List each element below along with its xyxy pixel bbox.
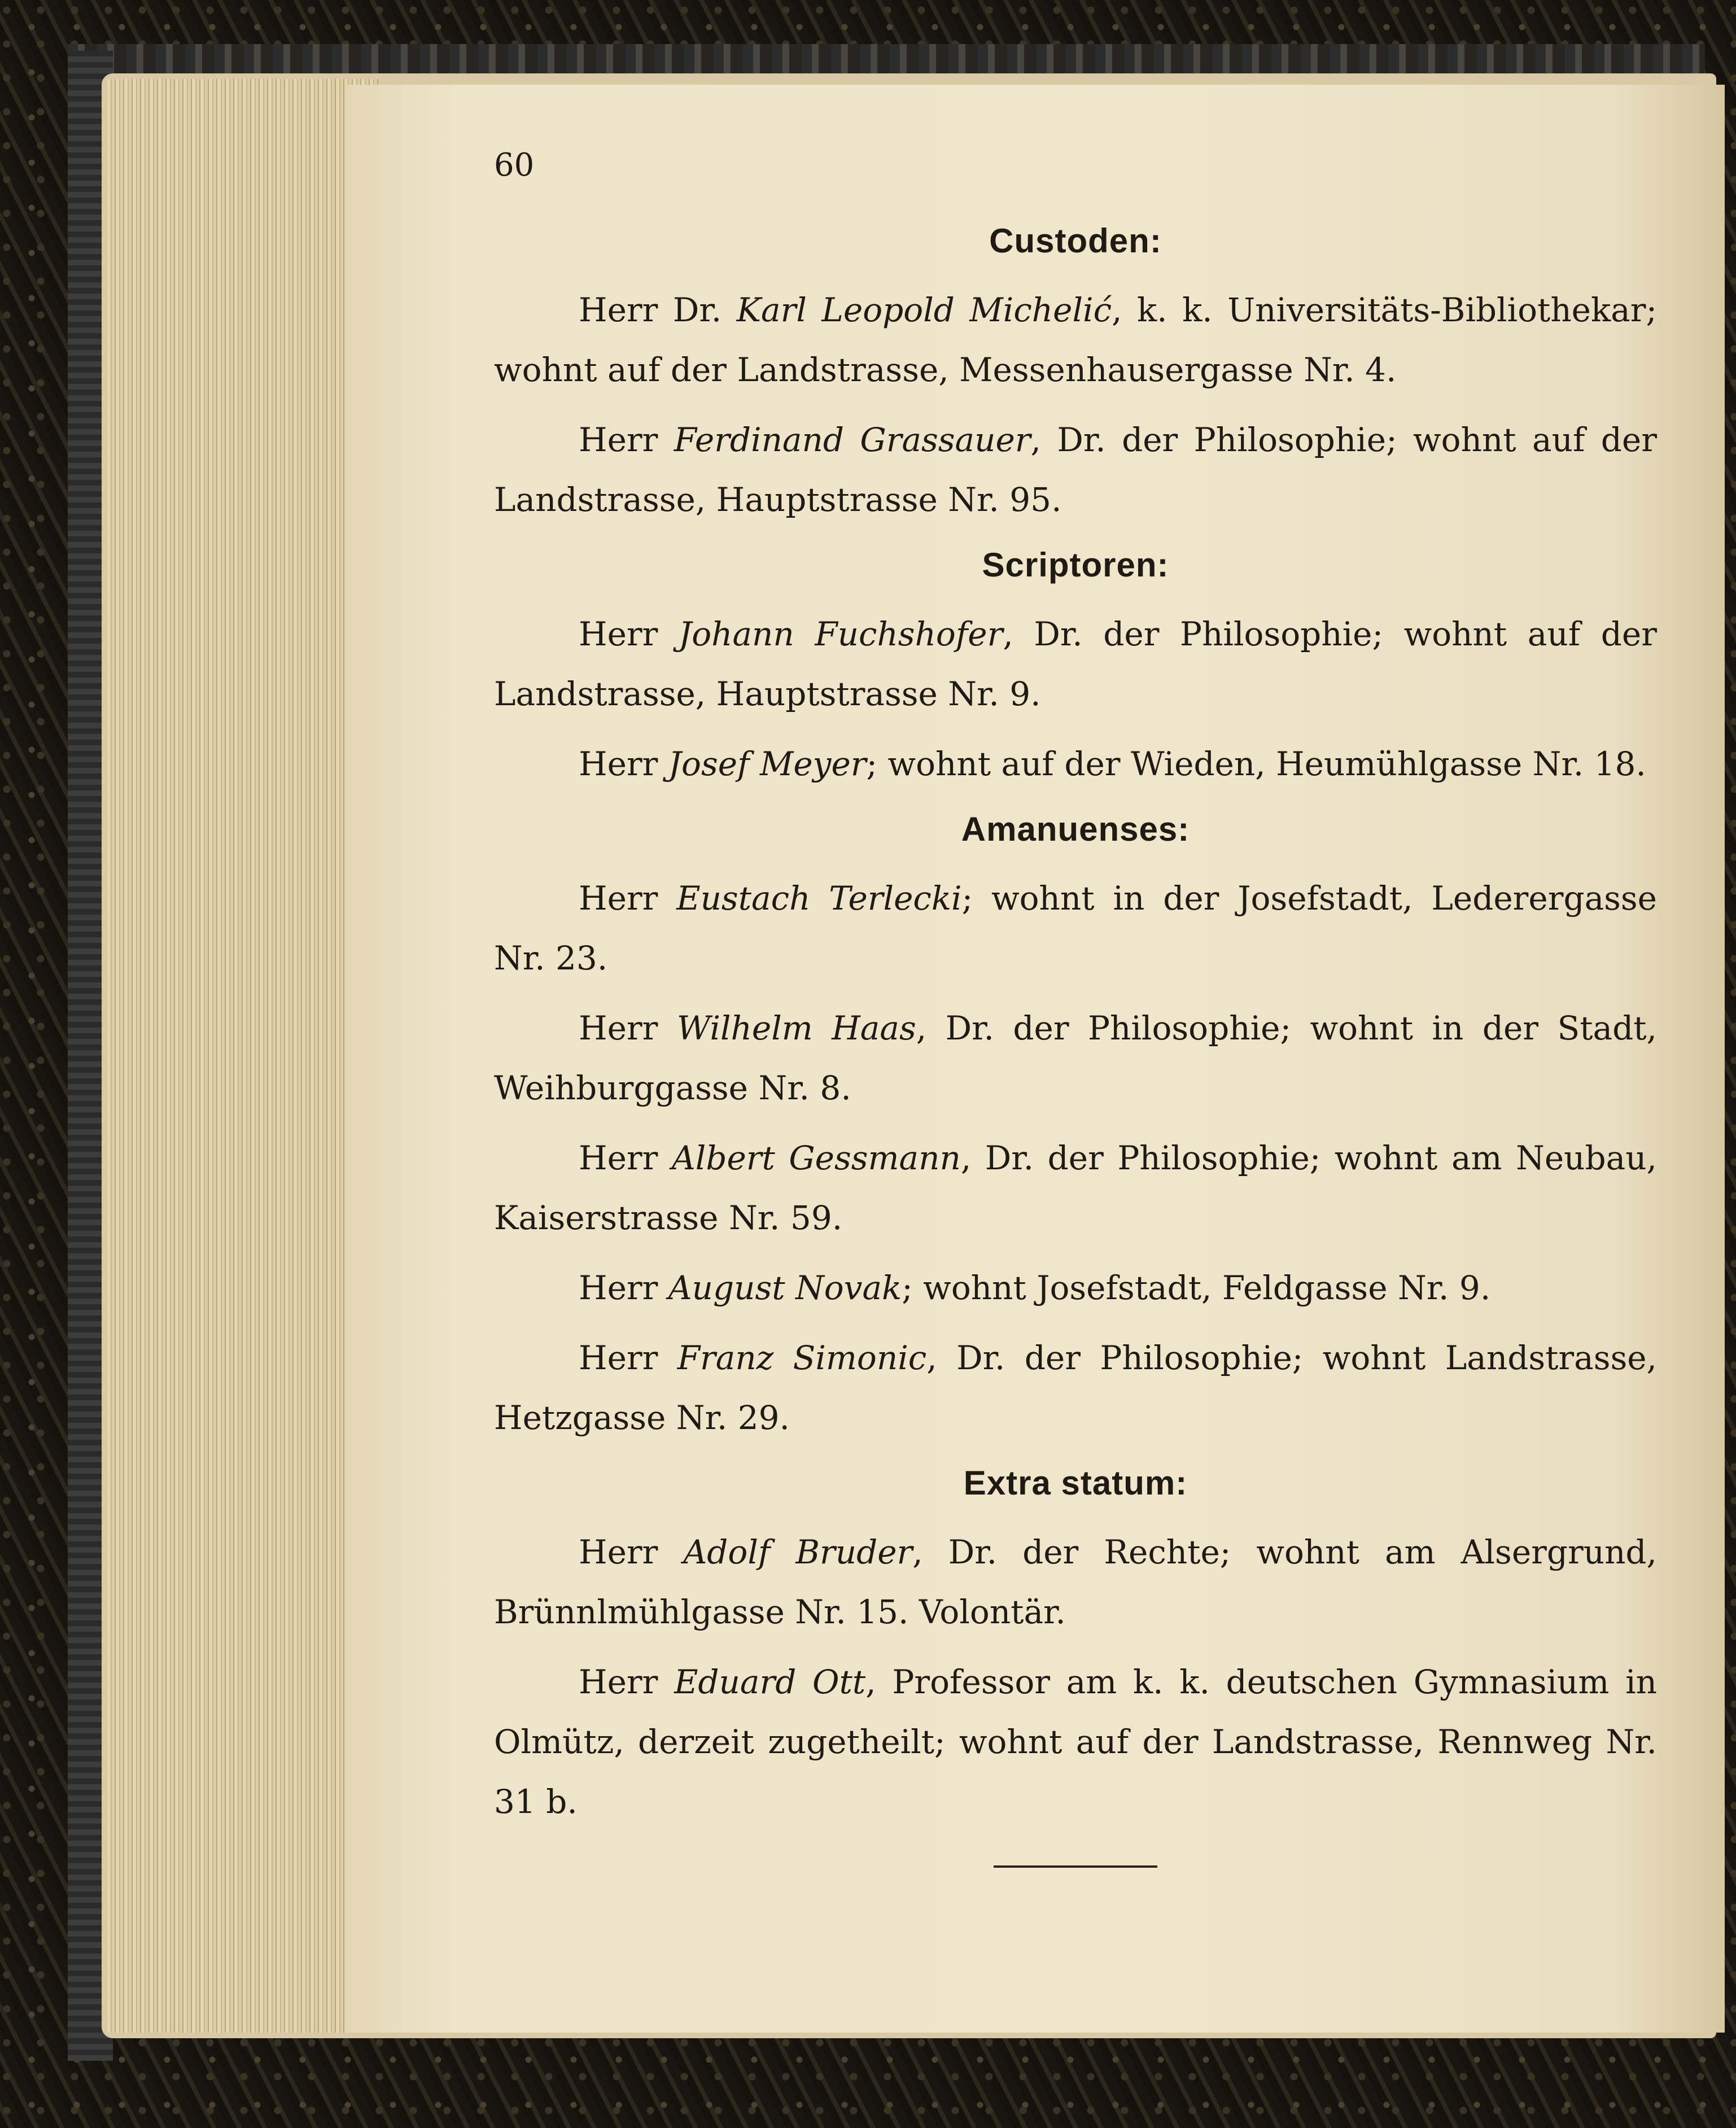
staff-entry (494, 1652, 1657, 1832)
person-name: Eustach Terlecki (676, 879, 962, 917)
page-number: 60 (494, 147, 535, 183)
entry-text-pre: Herr (579, 1533, 684, 1571)
staff-entry (494, 1328, 1657, 1448)
person-name: Adolf Bruder (683, 1533, 913, 1571)
staff-entry (494, 1522, 1657, 1642)
entry-text-post: , Professor am k. k. deutschen Gymnasium in Olmütz, derzeit zugetheilt; wohnt auf der Landstrasse, Rennweg Nr. 31 b. (494, 1663, 1658, 1821)
person-name: Albert Gessmann (671, 1139, 961, 1177)
entry-text-pre: Herr (579, 1139, 672, 1177)
entry-text-pre: Herr (579, 615, 679, 653)
person-name: Wilhelm Haas (676, 1009, 916, 1047)
section-heading: Amanuenses: (961, 810, 1190, 848)
staff-entry (494, 734, 1657, 794)
staff-entry (494, 280, 1657, 400)
entry-text-post: , Dr. der Philosophie; wohnt auf der Landstrasse, Hauptstrasse Nr. 9. (494, 615, 1657, 713)
stacked-page-edges (107, 79, 378, 2033)
person-name: August Novak (668, 1269, 902, 1307)
entry-text-post: , Dr. der Philosophie; wohnt in der Stadt, Weihburggasse Nr. 8. (494, 1009, 1657, 1107)
person-name: Franz Simonic (677, 1339, 927, 1377)
entry-text-post: , Dr. der Philosophie; wohnt am Neubau, Kaiserstrasse Nr. 59. (494, 1139, 1657, 1237)
page-content (494, 136, 1657, 1868)
entry-text-post: ; wohnt Josefstadt, Feldgasse Nr. 9. (902, 1269, 1491, 1307)
entry-text-pre: Herr (579, 745, 668, 783)
entry-text-post: , k. k. Universitäts-Bibliothekar; wohnt auf der Landstrasse, Messenhausergasse Nr. 4. (494, 291, 1657, 389)
person-name: Eduard Ott (674, 1663, 866, 1701)
person-name: Karl Leopold Michelić (736, 291, 1112, 329)
entry-text-pre: Herr Dr. (579, 291, 737, 329)
entry-text-post: , Dr. der Philosophie; wohnt Landstrasse, Hetzgasse Nr. 29. (494, 1339, 1657, 1437)
person-name: Josef Meyer (668, 745, 867, 783)
entry-text-post: , Dr. der Philosophie; wohnt auf der Landstrasse, Hauptstrasse Nr. 95. (494, 421, 1657, 519)
entry-text-post: ; wohnt in der Josefstadt, Lederergasse Nr. 23. (494, 879, 1658, 977)
sections-container (494, 216, 1657, 1832)
closing-rule (994, 1865, 1157, 1868)
staff-entry (494, 1128, 1657, 1248)
entry-text-post: , Dr. der Rechte; wohnt am Alsergrund, Brünnlmühlgasse Nr. 15. Volontär. (494, 1533, 1657, 1631)
entry-text-pre: Herr (579, 1009, 677, 1047)
entry-text-post: ; wohnt auf der Wieden, Heumühlgasse Nr. 18. (866, 745, 1646, 783)
person-name: Ferdinand Grassauer (674, 421, 1031, 459)
section-heading: Extra statum: (963, 1464, 1188, 1502)
person-name: Johann Fuchshofer (678, 615, 1003, 653)
section-heading: Custoden: (989, 222, 1162, 260)
entry-text-pre: Herr (579, 421, 674, 459)
staff-entry (494, 604, 1657, 724)
entry-text-pre: Herr (579, 1663, 675, 1701)
entry-text-pre: Herr (579, 1339, 677, 1377)
staff-entry (494, 868, 1657, 988)
staff-entry (494, 410, 1657, 530)
section-heading: Scriptoren: (982, 546, 1169, 584)
entry-text-pre: Herr (579, 1269, 668, 1307)
staff-entry (494, 1258, 1657, 1318)
cover-spine-top (68, 44, 1705, 78)
staff-entry (494, 998, 1657, 1118)
entry-text-pre: Herr (579, 879, 677, 917)
